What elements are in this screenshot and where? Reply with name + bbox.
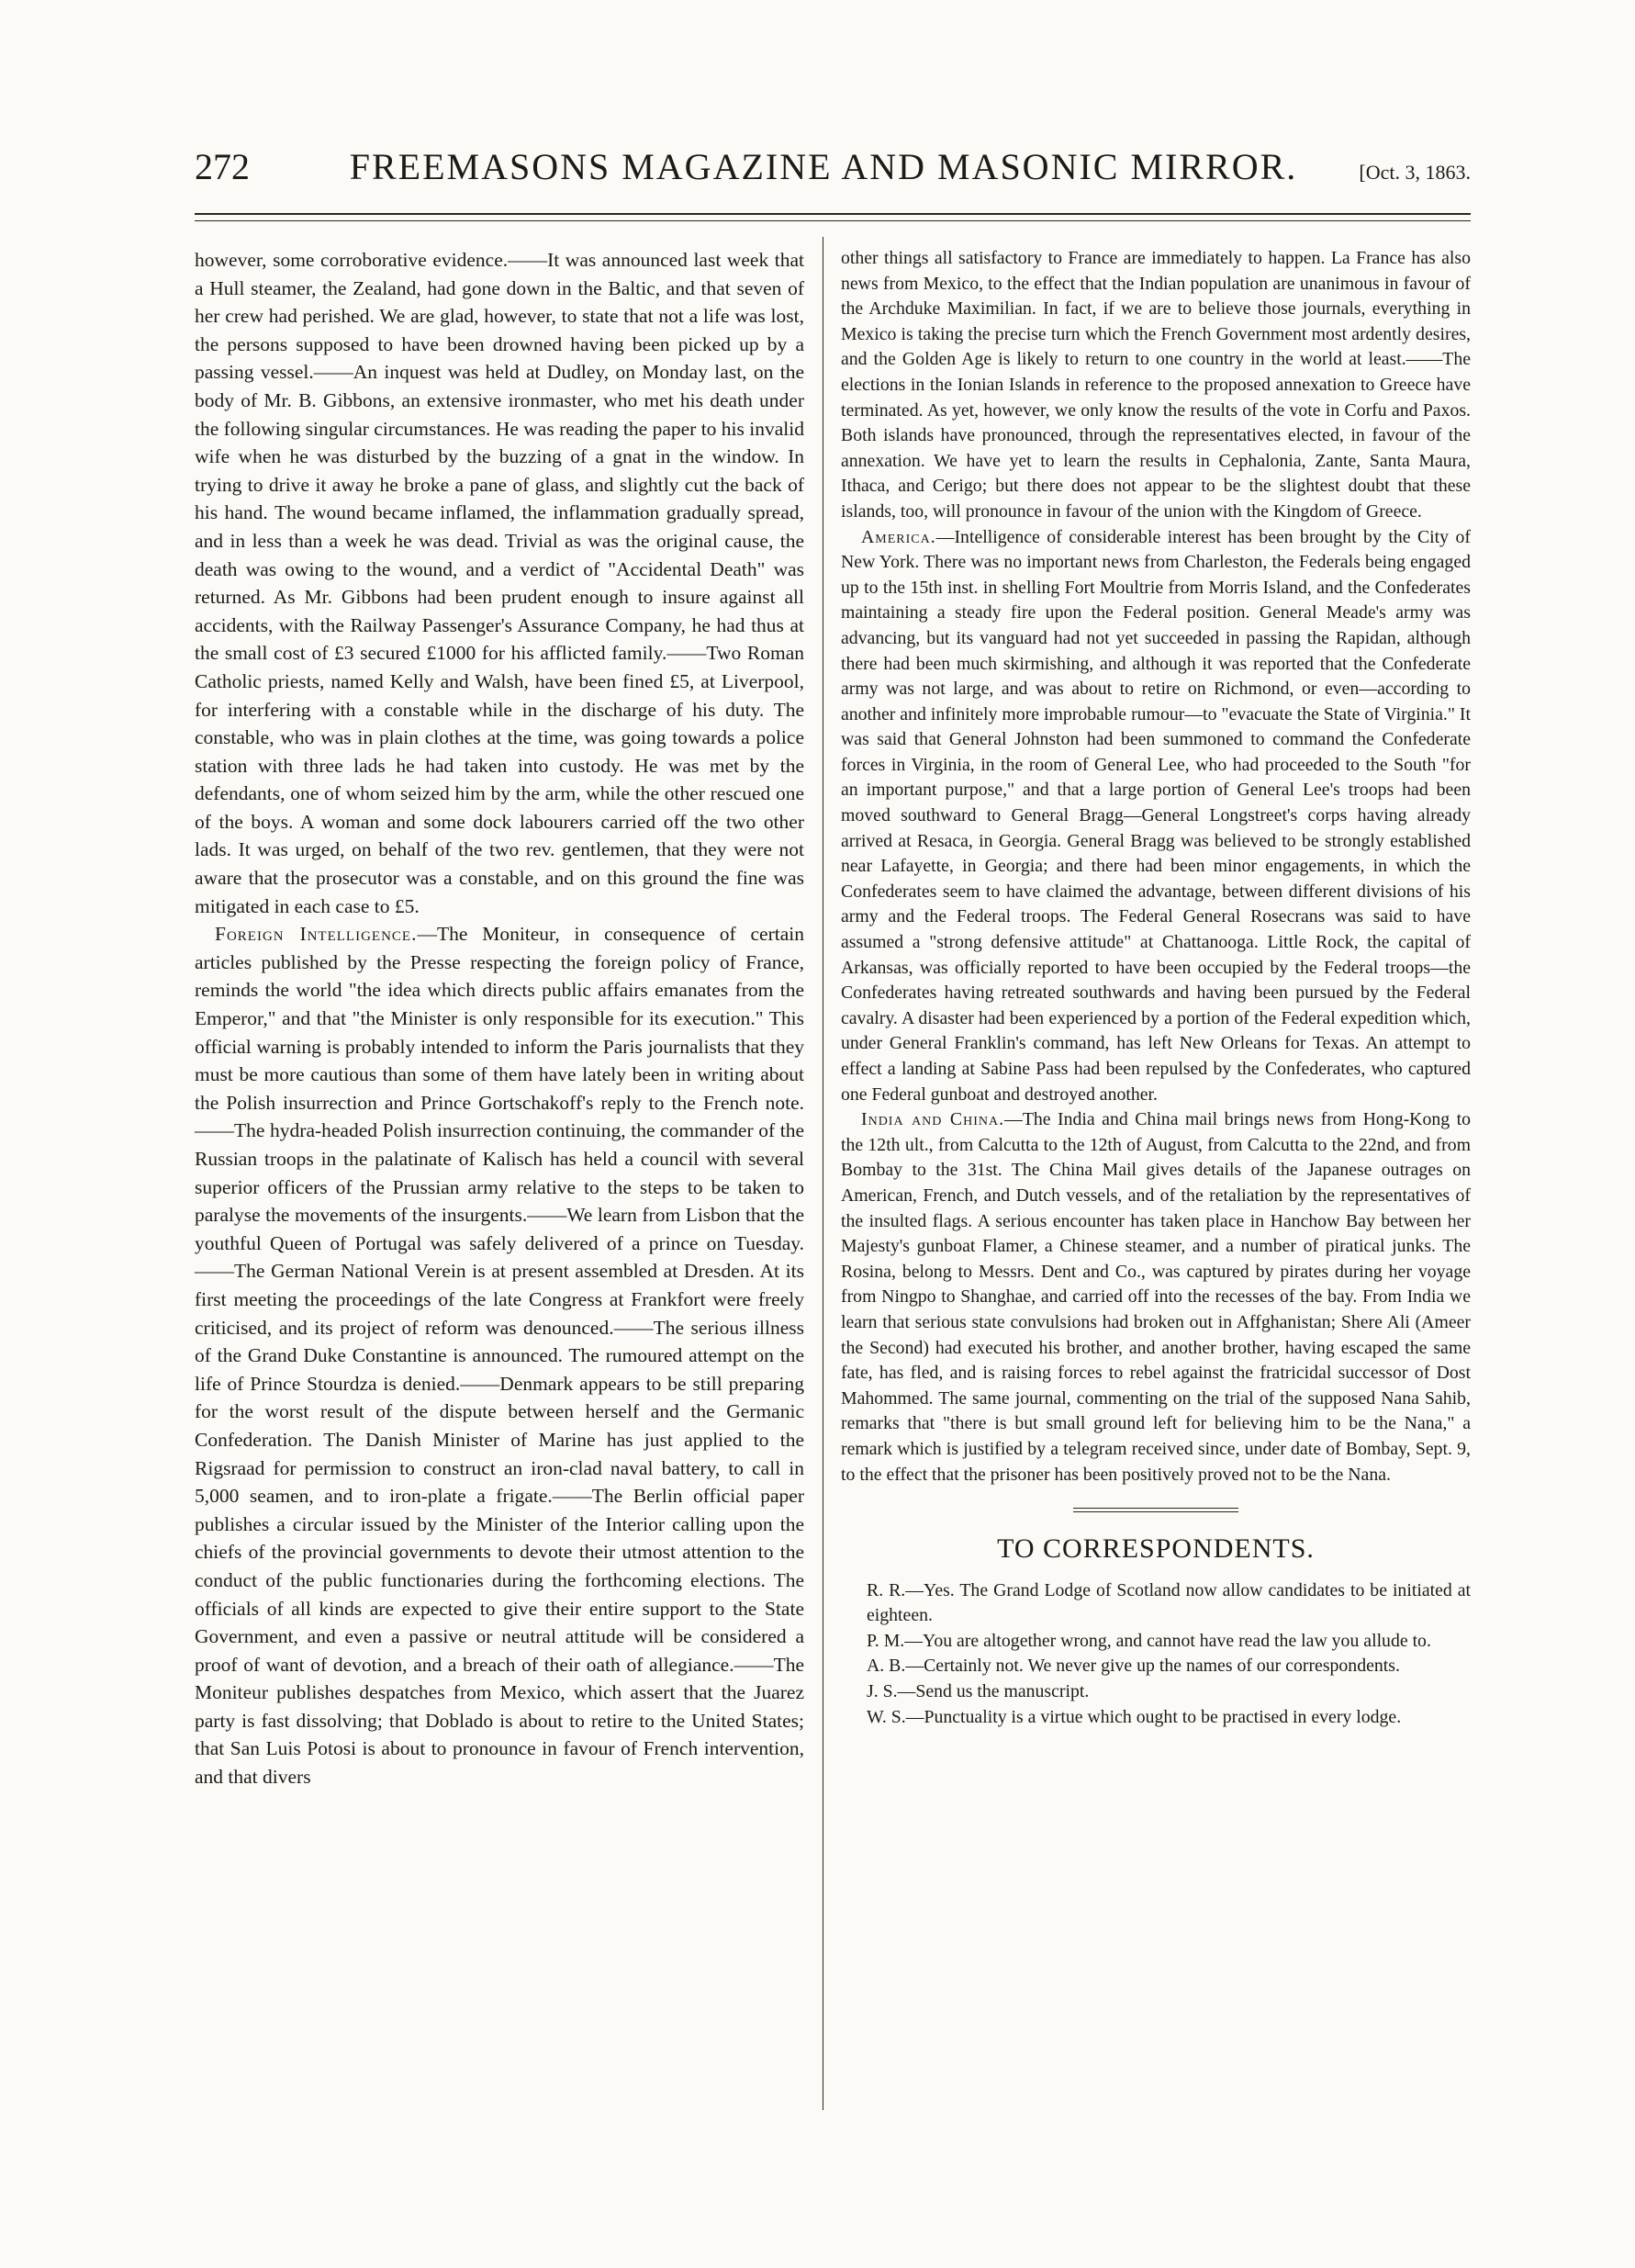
page-number: 272: [195, 146, 250, 187]
article-paragraph: however, some corroborative evidence.——It was announced last week that a Hull steamer, the Zealand, had gone down in the Baltic, and that seven of her crew had perished. We are glad, however, to state that not a life was lost, the persons supposed to have been drowned having been picked up by a passing vessel.——An inquest was held at Dudley, on Monday last, on the body of Mr. B. Gibbons, an extensive ironmaster, who met his death under the following singular circumstances. He was reading the paper to his invalid wife when he was disturbed by the buzzing of a gnat in the window. In trying to drive it away he broke a pane of glass, and slightly cut the back of his hand. The wound became inflamed, the inflammation gradually spread, and in less than a week he was dead. Trivial as was the original cause, the death was owing to the wound, and a verdict of "Accidental Death" was returned. As Mr. Gibbons had been prudent enough to insure against all accidents, with the Railway Passenger's Assurance Company, he had thus at the small cost of £3 secured £1000 for his afflicted family.——Two Roman Catholic priests, named Kelly and Walsh, have been fined £5, at Liverpool, for interfering with a constable while in the discharge of his duty. The constable, who was in plain clothes at the time, was going towards a police station with three lads he had taken into custody. He was met by the defendants, one of whom seized him by the arm, while the other rescued one of the boys. A woman and some dock labourers carried off the two other lads. It was urged, on behalf of the two rev. gentlemen, that they were not aware that the prosecutor was a constable, and on this ground the fine was mitigated in each case to £5.: [195, 249, 804, 917]
right-column: [841, 246, 1471, 1730]
correspondent-item: A. B.—Certainly not. We never give up the names of our correspondents.: [867, 1656, 1400, 1677]
paragraph-body: —The Moniteur, in consequence of certain articles published by the Presse respecting the foreign policy of France, reminds the world "the idea which directs public affairs emanates from the Emperor," and that "the Minister is only responsible for its execution." This official warning is probably intended to inform the Paris journalists that they must be more cautious than some of them have lately been in writing about the Polish insurrection and Prince Gortschakoff's reply to the French note.——The hydra-headed Polish insurrection continuing, the commander of the Russian troops in the palatinate of Kalisch has held a council with several superior officers of the Prussian army relative to the steps to be taken to paralyse the movements of the insurgents.——We learn from Lisbon that the youthful Queen of Portugal was safely delivered of a prince on Tuesday.——The German National Verein is at present assembled at Dresden. At its first meeting the proceedings of the late Congress at Frankfort were freely criticised, and its project of reform was denounced.——The serious illness of the Grand Duke Constantine is announced. The rumoured attempt on the life of Prince Stourdza is denied.——Denmark appears to be still preparing for the worst result of the dispute between herself and the Germanic Confederation. The Danish Minister of Marine has just applied to the Rigsraad for permission to construct an iron-clad naval battery, to call in 5,000 seamen, and to iron-plate a frigate.——The Berlin official paper publishes a circular issued by the Minister of the Interior calling upon the chiefs of the provincial governments to devote their utmost attention to the conduct of the public functionaries during the forthcoming elections. The officials of all kinds are expected to give their entire support to the State Government, and even a passive or neutral attitude will be considered a proof of want of devotion, and a breach of their oath of allegiance.——The Moniteur publishes despatches from Mexico, which assert that the Juarez party is fast dissolving; that Doblado is about to retire to the United States; that San Luis Potosi is about to pronounce in favour of French intervention, and that divers: [195, 923, 804, 1789]
section-divider: [1073, 1508, 1238, 1512]
paragraph-body: —The India and China mail brings news from Hong-Kong to the 12th ult., from Calcutta to the 12th of August, from Calcutta to the 22nd, and from Bombay to the 31st. The China Mail gives details of the Japanese outrages on American, French, and Dutch vessels, and of the retaliation by the representatives of the insulted flags. A serious encounter has taken place in Hanchow Bay between her Majesty's gunboat Flamer, a Chinese steamer, and a number of piratical junks. The Rosina, belong to Messrs. Dent and Co., was captured by pirates during her voyage from Ningpo to Shanghae, and carried off into the recesses of the bay. From India we learn that serious state convulsions had broken out in Affghanistan; Shere Ali (Ameer the Second) had executed his brother, and another brother, having escaped the same fate, has fled, and is raising forces to rebel against the fratricidal successor of Dost Mahommed. The same journal, commenting on the trial of the supposed Nana Sahib, remarks that "there is but small ground left for believing him to be the Nana," a remark which is justified by a telegram received since, under date of Bombay, Sept. 9, to the effect that the prisoner has been positively proved not to be the Nana.: [841, 1109, 1472, 1485]
paragraph-body: —Intelligence of considerable interest has been brought by the City of New York. There was no important news from Charleston, the Federals being engaged up to the 15th inst. in shelling Fort Moultrie from Morris Island, and the Confederates maintaining a steady fire upon the Federal position. General Meade's army was advancing, but its vanguard had not yet succeeded in passing the Rapidan, although there had been much skirmishing, and although it was reported that the Confederate army was not large, and was about to retire on Richmond, or even—according to another and infinitely more improbable rumour—to "evacuate the State of Virginia." It was said that General Johnston had been summoned to command the Confederate forces in Virginia, in the room of General Lee, who had proceeded to the South "for an important purpose," and that a large portion of General Lee's troops had been moved southward to General Bragg—General Longstreet's corps having already arrived at Resaca, in Georgia. General Bragg was believed to be strongly established near Lafayette, in Georgia; and there had been minor engagements, in which the Confederates seem to have claimed the advantage, between different divisions of his army and the Federal troops. The Federal General Rosecrans was said to have assumed a "strong defensive attitude" at Chattanooga. Little Rock, the capital of Arkansas, was officially reported to have been occupied by the Federal troops—the Confederates having retreated southwards and having been pursued by the Federal cavalry. A disaster had been experienced by a portion of the Federal expedition which, under General Franklin's command, has left New Orleans for Texas. An attempt to effect a landing at Sabine Pass had been repulsed by the Confederates, who captured one Federal gunboat and destroyed another.: [841, 526, 1471, 1105]
correspondent-item: P. M.—You are altogether wrong, and cannot have read the law you allude to.: [867, 1630, 1431, 1651]
correspondent-item: J. S.—Send us the manuscript.: [867, 1681, 1090, 1702]
section-lead: India and China.: [861, 1109, 1005, 1130]
article-paragraph: [195, 920, 804, 1791]
issue-date: [Oct. 3, 1863.: [1359, 161, 1471, 184]
page-header: [195, 145, 1471, 200]
correspondent-item: W. S.—Punctuality is a virtue which ought to be practised in every lodge.: [867, 1706, 1402, 1727]
correspondent-item: R. R.—Yes. The Grand Lodge of Scotland now allow candidates to be initiated at eighteen.: [867, 1579, 1471, 1626]
header-rule-thick: [195, 213, 1471, 215]
article-paragraph: [841, 1107, 1471, 1488]
section-lead: Foreign Intelligence.: [215, 923, 418, 946]
article-paragraph: [841, 525, 1471, 1108]
correspondents-list: [841, 1578, 1471, 1731]
correspondents-title: TO CORRESPONDENTS.: [997, 1533, 1315, 1565]
left-column: [195, 246, 804, 1791]
masthead-title: FREEMASONS MAGAZINE AND MASONIC MIRROR.: [349, 146, 1298, 187]
section-lead: America.: [861, 526, 936, 547]
header-rule-thin: [195, 220, 1471, 221]
article-paragraph: other things all satisfactory to France are immediately to happen. La France has also news from Mexico, to the effect that the Indian population are unanimous in favour of the Archduke Maximilian. In fact, if we are to believe those journals, everything in Mexico is taking the precise turn which the French Government most ardently desires, and the Golden Age is likely to return to one country in the world at least.——The elections in the Ionian Islands in reference to the proposed annexation to Greece have terminated. As yet, however, we only know the results of the vote in Corfu and Paxos. Both islands have pronounced, through the representatives elected, in favour of the annexation. We have yet to learn the results in Cephalonia, Zante, Santa Maura, Ithaca, and Cerigo; but there does not appear to be the slightest doubt that these islands, too, will pronounce in favour of the union with the Kingdom of Greece.: [841, 248, 1471, 522]
